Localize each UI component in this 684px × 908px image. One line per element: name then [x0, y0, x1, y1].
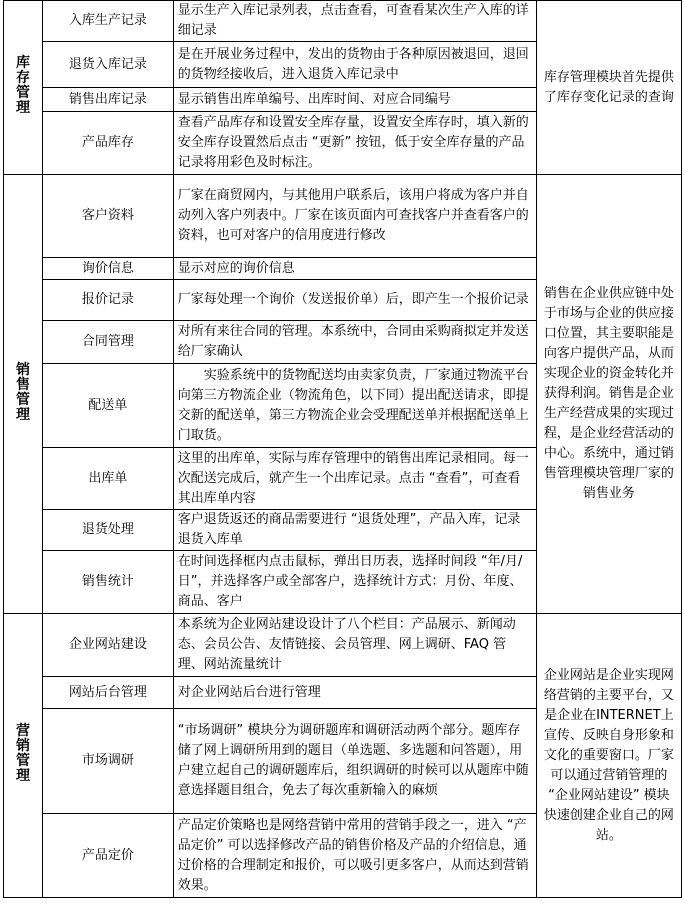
- feature-name: 报价记录: [43, 280, 174, 321]
- category-label: 销售管理: [16, 361, 31, 423]
- table-row: [4, 614, 682, 677]
- category-label: 库存管理: [16, 55, 31, 116]
- feature-description: 本系统为企业网站建设设计了八个栏目：产品展示、新闻动态、会员公告、友情链接、会员管理、网上调研、FAQ 管理、网站流量统计: [173, 614, 536, 677]
- feature-description: 这里的出库单，实际与库存管理中的销售出库记录相同。每一次配送完成后，就产生一个出库记录。点击 “查看”，可查看其出库单内容: [173, 448, 536, 510]
- feature-description: 厂家每处理一个询价（发送报价单）后，即产生一个报价记录: [173, 280, 536, 321]
- category-cell: [4, 175, 43, 614]
- feature-description: “市场调研” 模块分为调研题库和调研活动两个部分。题库存储了网上调研所用到的题目（单选题、多选题和问答题），用户建立起自己的调研题库后，组织调研的时候可以从题库中随意选择题目组合，免去了每次重新输入的麻烦: [173, 709, 536, 814]
- feature-name: 市场调研: [43, 709, 174, 814]
- feature-name: 网站后台管理: [43, 677, 174, 709]
- category-cell: [4, 614, 43, 898]
- feature-name: 询价信息: [43, 258, 174, 280]
- feature-name: 入库生产记录: [43, 1, 174, 42]
- feature-name: 退货入库记录: [43, 42, 174, 88]
- feature-description: 是在开展业务过程中，发出的货物由于各种原因被退回，退回的货物经接收后，进入退货入库记录中: [173, 42, 536, 88]
- table-row: [4, 175, 682, 258]
- feature-description: 实验系统中的货物配送均由卖家负责，厂家通过物流平台向第三方物流企业（物流角色，以下同）提出配送请求，即提交新的配送单，第三方物流企业会受理配送单并根据配送单上门取货。: [173, 364, 536, 448]
- feature-description: 产品定价策略也是网络营销中常用的营销手段之一，进入 “产品定价” 可以选择修改产品的销售价格及产品的介绍信息，通过价格的合理制定和报价，可以吸引更多客户，从而达到营销效果。: [173, 814, 536, 898]
- feature-name: 产品定价: [43, 814, 174, 898]
- feature-name: 出库单: [43, 448, 174, 510]
- module-table: [3, 0, 682, 898]
- section-summary: 库存管理模块首先提供了库存变化记录的查询: [536, 1, 681, 175]
- feature-description: 显示对应的询价信息: [173, 258, 536, 280]
- feature-description: 查看产品库存和设置安全库存量，设置安全库存时，填入新的安全库存设置然后点击 “更新” 按钮，低于安全库存量的产品记录将用彩色及时标注。: [173, 112, 536, 175]
- table-row: [4, 1, 682, 42]
- feature-description: 对企业网站后台进行管理: [173, 677, 536, 709]
- feature-description: 显示销售出库单编号、出库时间、对应合同编号: [173, 88, 536, 112]
- category-label: 营销管理: [16, 723, 31, 784]
- category-cell: [4, 1, 43, 175]
- feature-name: 销售统计: [43, 551, 174, 614]
- feature-name: 配送单: [43, 364, 174, 448]
- feature-description: 在时间选择框内点击鼠标，弹出日历表，选择时间段 “年/月/日”，并选择客户或全部客户，选择统计方式：月份、年度、商品、客户: [173, 551, 536, 614]
- feature-description: 厂家在商贸网内，与其他用户联系后，该用户将成为客户并自动列入客户列表中。厂家在该页面内可查找客户并查看客户的资料，也可对客户的信用度进行修改: [173, 175, 536, 258]
- feature-name: 退货处理: [43, 510, 174, 551]
- section-summary: 销售在企业供应链中处于市场与企业的供应接口位置，其主要职能是向客户提供产品，从而实现企业的资金转化并获得利润。销售是企业生产经营成果的实现过程，是企业经营活动的中心。系统中，通过销售管理模块管理厂家的销售业务: [536, 175, 681, 614]
- feature-name: 客户资料: [43, 175, 174, 258]
- section-summary: 企业网站是企业实现网络营销的主要平台，又是企业在INTERNET上宣传、反映自身形象和文化的重要窗口。厂家可以通过营销管理的 “企业网站建设” 模块快速创建企业自己的网站。: [536, 614, 681, 898]
- feature-name: 产品库存: [43, 112, 174, 175]
- feature-description: 对所有来往合同的管理。本系统中，合同由采购商拟定并发送给厂家确认: [173, 321, 536, 364]
- feature-name: 合同管理: [43, 321, 174, 364]
- feature-name: 销售出库记录: [43, 88, 174, 112]
- feature-name: 企业网站建设: [43, 614, 174, 677]
- feature-description: 客户退货返还的商品需要进行 “退货处理”，产品入库，记录退货入库单: [173, 510, 536, 551]
- feature-description: 显示生产入库记录列表，点击查看，可查看某次生产入库的详细记录: [173, 1, 536, 42]
